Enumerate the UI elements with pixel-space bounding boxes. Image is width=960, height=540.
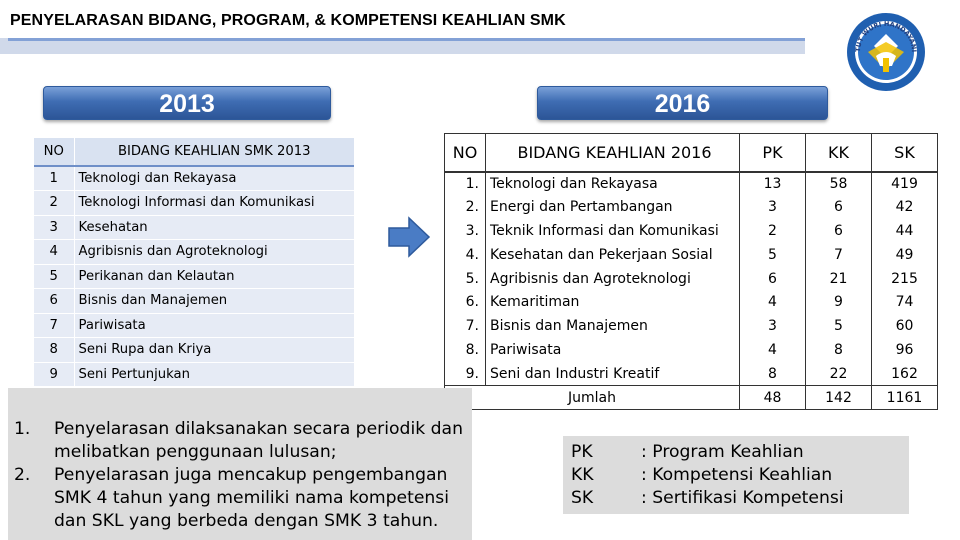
cell-no: 6 xyxy=(34,289,74,314)
legend-abbr: PK xyxy=(571,442,593,462)
table-row xyxy=(34,240,354,265)
cell-no: 1. xyxy=(445,172,486,196)
cell-bidang: Bisnis dan Manajemen xyxy=(74,289,354,314)
cell-no: 3. xyxy=(445,219,486,243)
table-header-row xyxy=(445,134,938,172)
cell-bidang: Teknik Informasi dan Komunikasi xyxy=(486,219,740,243)
cell-no: 1 xyxy=(34,166,74,191)
cell-sk: 215 xyxy=(872,267,938,291)
cell-bidang: Agribisnis dan Agroteknologi xyxy=(74,240,354,265)
cell-no: 2. xyxy=(445,195,486,219)
legend-desc: : Kompetensi Keahlian xyxy=(641,465,833,485)
cell-no: 4. xyxy=(445,243,486,267)
note-item xyxy=(14,418,466,464)
table-row xyxy=(445,172,938,196)
right-arrow-icon xyxy=(387,215,431,259)
table-row xyxy=(34,166,354,191)
cell-bidang: Seni Pertunjukan xyxy=(74,362,354,387)
title-underline xyxy=(0,38,805,54)
legend-item xyxy=(571,487,909,510)
cell-kk: 6 xyxy=(806,219,872,243)
table-row xyxy=(34,264,354,289)
cell-bidang: Kesehatan dan Pekerjaan Sosial xyxy=(486,243,740,267)
cell-no: 5. xyxy=(445,267,486,291)
cell-bidang: Kemaritiman xyxy=(486,290,740,314)
table-row xyxy=(445,362,938,386)
cell-no: 5 xyxy=(34,264,74,289)
legend-abbr: KK xyxy=(571,465,594,485)
cell-no: 9. xyxy=(445,362,486,386)
notes-box xyxy=(8,388,472,540)
notes-list xyxy=(14,418,466,533)
note-item xyxy=(14,464,466,533)
cell-pk: 6 xyxy=(740,267,806,291)
cell-kk: 6 xyxy=(806,195,872,219)
legend-abbr: SK xyxy=(571,488,594,508)
note-number: 2. xyxy=(14,465,31,485)
table-bidang-2016 xyxy=(444,133,938,410)
note-text: Penyelarasan juga mencakup pengembangan SMK 4 tahun yang memiliki nama kompetensi dan SKL yang berbeda dengan SMK 3 tahun. xyxy=(54,465,450,531)
cell-sk: 44 xyxy=(872,219,938,243)
cell-no: 4 xyxy=(34,240,74,265)
column-header-no: NO xyxy=(34,138,74,166)
cell-pk: 4 xyxy=(740,338,806,362)
cell-no: 8. xyxy=(445,338,486,362)
cell-kk: 5 xyxy=(806,314,872,338)
cell-no: 3 xyxy=(34,215,74,240)
total-sk: 1161 xyxy=(872,386,938,410)
cell-bidang: Seni dan Industri Kreatif xyxy=(486,362,740,386)
logo-text: TUT WURI HANDAYANI xyxy=(853,19,919,53)
table-row xyxy=(445,267,938,291)
table-row xyxy=(34,362,354,387)
cell-sk: 96 xyxy=(872,338,938,362)
cell-pk: 2 xyxy=(740,219,806,243)
cell-pk: 8 xyxy=(740,362,806,386)
column-header-kk: KK xyxy=(806,134,872,172)
total-kk: 142 xyxy=(806,386,872,410)
table-row xyxy=(445,338,938,362)
cell-kk: 9 xyxy=(806,290,872,314)
cell-kk: 22 xyxy=(806,362,872,386)
cell-sk: 42 xyxy=(872,195,938,219)
cell-sk: 162 xyxy=(872,362,938,386)
cell-sk: 74 xyxy=(872,290,938,314)
cell-bidang: Pariwisata xyxy=(486,338,740,362)
cell-bidang: Kesehatan xyxy=(74,215,354,240)
cell-pk: 3 xyxy=(740,195,806,219)
cell-no: 7 xyxy=(34,313,74,338)
cell-no: 8 xyxy=(34,338,74,363)
note-number: 1. xyxy=(14,419,31,439)
cell-bidang: Bisnis dan Manajemen xyxy=(486,314,740,338)
cell-bidang: Energi dan Pertambangan xyxy=(486,195,740,219)
table-row xyxy=(34,313,354,338)
cell-no: 6. xyxy=(445,290,486,314)
cell-bidang: Teknologi Informasi dan Komunikasi xyxy=(74,191,354,216)
title-underline-accent xyxy=(8,38,805,41)
column-header-bidang: BIDANG KEAHLIAN 2016 xyxy=(486,134,740,172)
cell-bidang: Agribisnis dan Agroteknologi xyxy=(486,267,740,291)
table-row xyxy=(34,215,354,240)
cell-pk: 13 xyxy=(740,172,806,196)
cell-bidang: Teknologi dan Rekayasa xyxy=(74,166,354,191)
cell-pk: 4 xyxy=(740,290,806,314)
column-header-sk: SK xyxy=(872,134,938,172)
table-total-row xyxy=(445,386,938,410)
total-pk: 48 xyxy=(740,386,806,410)
page-title: PENYELARASAN BIDANG, PROGRAM, & KOMPETENSI KEAHLIAN SMK xyxy=(10,12,566,29)
table-row xyxy=(445,290,938,314)
cell-bidang: Pariwisata xyxy=(74,313,354,338)
column-header-bidang: BIDANG KEAHLIAN SMK 2013 xyxy=(74,138,354,166)
year-2016-banner: 2016 xyxy=(537,86,828,120)
legend-desc: : Sertifikasi Kompetensi xyxy=(641,488,844,508)
cell-kk: 7 xyxy=(806,243,872,267)
table-row xyxy=(34,191,354,216)
cell-sk: 49 xyxy=(872,243,938,267)
table-header-row xyxy=(34,138,354,166)
note-text: Penyelarasan dilaksanakan secara periodik dan melibatkan penggunaan lulusan; xyxy=(54,419,463,462)
cell-kk: 58 xyxy=(806,172,872,196)
table-row xyxy=(34,289,354,314)
cell-kk: 21 xyxy=(806,267,872,291)
tut-wuri-handayani-emblem-icon xyxy=(846,12,926,92)
table-row xyxy=(34,338,354,363)
column-header-pk: PK xyxy=(740,134,806,172)
cell-no: 2 xyxy=(34,191,74,216)
cell-bidang: Teknologi dan Rekayasa xyxy=(486,172,740,196)
legend-item xyxy=(571,441,909,464)
cell-sk: 419 xyxy=(872,172,938,196)
total-label: Jumlah xyxy=(445,386,740,410)
cell-no: 9 xyxy=(34,362,74,387)
column-header-no: NO xyxy=(445,134,486,172)
cell-sk: 60 xyxy=(872,314,938,338)
year-2013-banner: 2013 xyxy=(43,86,331,120)
cell-bidang: Seni Rupa dan Kriya xyxy=(74,338,354,363)
table-row xyxy=(445,243,938,267)
legend-item xyxy=(571,464,909,487)
table-row xyxy=(445,219,938,243)
table-row xyxy=(445,195,938,219)
legend-box xyxy=(563,436,909,514)
legend-desc: : Program Keahlian xyxy=(641,442,804,462)
cell-pk: 5 xyxy=(740,243,806,267)
cell-kk: 8 xyxy=(806,338,872,362)
cell-pk: 3 xyxy=(740,314,806,338)
table-bidang-2013 xyxy=(34,138,354,387)
table-row xyxy=(445,314,938,338)
cell-no: 7. xyxy=(445,314,486,338)
cell-bidang: Perikanan dan Kelautan xyxy=(74,264,354,289)
